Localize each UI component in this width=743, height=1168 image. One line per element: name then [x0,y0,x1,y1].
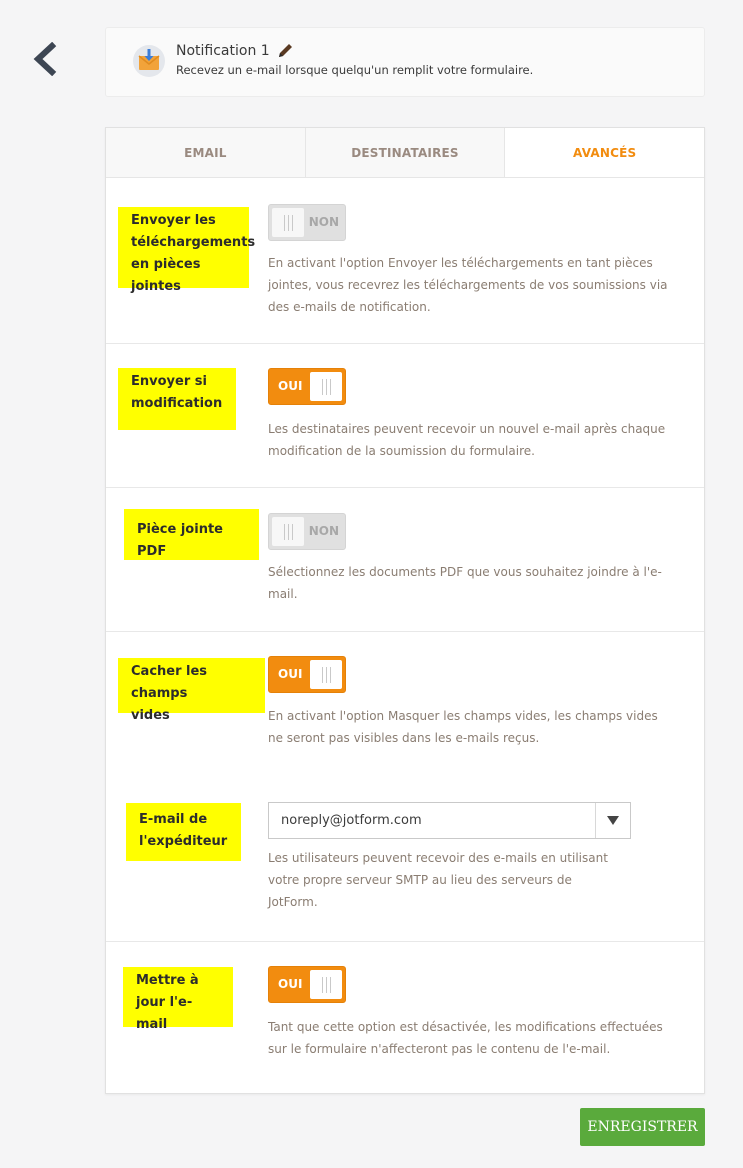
setting-label [124,509,259,560]
label-line: mail [136,1017,168,1032]
desc-line: JotForm. [268,895,318,909]
settings-panel [105,127,705,1094]
notification-header [105,27,705,97]
label-line: modification [131,396,223,411]
sender-email-select[interactable] [268,802,631,839]
label-line: Envoyer si [131,374,207,389]
toggle-knob [272,208,304,237]
toggle-state: NON [308,215,339,229]
desc-line: En activant l'option Masquer les champs vides, les champs vides [268,709,658,723]
setting-pdf-attachment [106,487,704,632]
back-button[interactable] [30,42,60,76]
tab-email[interactable]: EMAIL [106,128,306,177]
setting-send-on-edit [106,343,704,488]
label-line: Pièce jointe PDF [137,522,223,559]
pdf-attachment-toggle[interactable] [268,513,346,550]
setting-description [268,418,665,462]
label-line: l'expéditeur [139,834,228,849]
setting-label [123,967,233,1032]
desc-line: Tant que cette option est désactivée, les modifications effectuées [268,1020,663,1034]
sender-email-value: noreply@jotform.com [281,813,422,828]
setting-update-email [106,941,704,1093]
toggle-knob [310,970,342,999]
setting-label [118,368,236,430]
setting-label [118,207,256,294]
desc-line: Les utilisateurs peuvent recevoir des e-mails en utilisant [268,851,608,865]
tab-advanced[interactable]: AVANCÉS [505,128,704,177]
toggle-state: OUI [278,379,303,393]
envelope-download-icon [132,44,166,78]
setting-send-uploads [106,178,704,344]
label-line: Cacher les champs [131,664,208,701]
label-line: téléchargements [131,235,256,250]
send-on-edit-toggle[interactable] [268,368,346,405]
desc-line: des e-mails de notification. [268,300,431,314]
sender-email-description [268,847,608,913]
notification-subtitle: Recevez un e-mail lorsque quelqu'un remplit votre formulaire. [176,63,534,77]
send-uploads-toggle[interactable] [268,204,346,241]
setting-label [118,658,265,723]
setting-hide-empty [106,631,704,942]
tab-bar [106,128,704,178]
chevron-left-icon [30,42,60,76]
setting-description [268,561,662,605]
label-line: vides [131,708,170,723]
desc-line: En activant l'option Envoyer les téléchargements en tant pièces [268,256,653,270]
toggle-state: NON [308,524,339,538]
notification-title [176,42,294,60]
notification-title-text: Notification 1 [176,43,270,59]
setting-description [268,705,658,749]
desc-line: mail. [268,587,298,601]
sender-email-label [126,803,241,861]
label-line: Mettre à jour l'e- [136,973,199,1010]
update-email-toggle[interactable] [268,966,346,1003]
toggle-knob [310,660,342,689]
toggle-state: OUI [278,977,303,991]
pencil-icon[interactable] [276,42,294,60]
tab-recipients[interactable]: DESTINATAIRES [306,128,506,177]
desc-line: Sélectionnez les documents PDF que vous souhaitez joindre à l'e- [268,565,662,579]
caret-down-icon [607,816,619,825]
desc-line: sur le formulaire n'affecteront pas le contenu de l'e-mail. [268,1042,611,1056]
desc-line: votre propre serveur SMTP au lieu des serveurs de [268,873,572,887]
label-line: Envoyer les [131,213,216,228]
desc-line: ne seront pas visibles dans les e-mails reçus. [268,731,540,745]
toggle-state: OUI [278,667,303,681]
setting-description [268,252,668,318]
toggle-knob [272,517,304,546]
toggle-knob [310,372,342,401]
desc-line: jointes, vous recevrez les téléchargements de vos soumissions via [268,278,668,292]
desc-line: Les destinataires peuvent recevoir un nouvel e-mail après chaque [268,422,666,436]
label-line: E-mail de [139,812,208,827]
desc-line: modification de la soumission du formulaire. [268,444,535,458]
save-button[interactable]: ENREGISTRER [580,1108,705,1146]
setting-description [268,1016,663,1060]
dropdown-button[interactable] [595,803,630,838]
hide-empty-toggle[interactable] [268,656,346,693]
label-line: en pièces jointes [131,257,201,294]
